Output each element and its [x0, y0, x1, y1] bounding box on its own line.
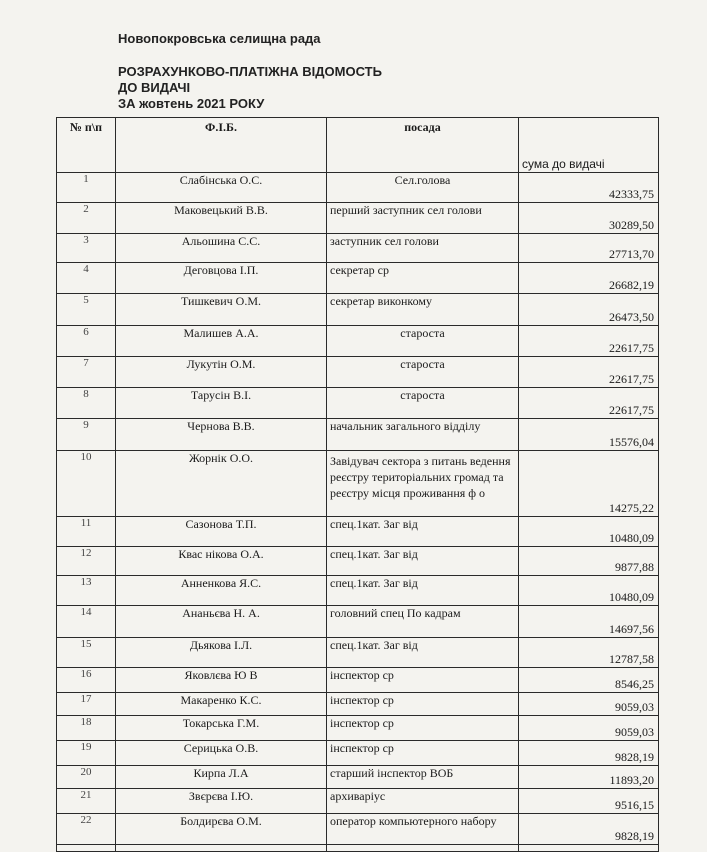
row-number: 14	[57, 606, 116, 638]
employee-name: Деговцова І.П.	[116, 263, 327, 294]
row-number: 22	[57, 814, 116, 845]
employee-name: Лукутін О.М.	[116, 357, 327, 388]
column-header-position: посада	[327, 118, 519, 173]
row-number: 1	[57, 173, 116, 203]
row-number: 15	[57, 638, 116, 668]
employee-position: староста	[327, 357, 519, 388]
amount-to-pay: 22617,75	[519, 388, 659, 419]
empty-cell	[327, 845, 519, 852]
document-title: РОЗРАХУНКОВО-ПЛАТІЖНА ВІДОМОСТЬ	[118, 64, 382, 79]
row-number: 10	[57, 451, 116, 517]
amount-to-pay: 9828,19	[519, 814, 659, 845]
table-row	[57, 326, 659, 357]
table-row	[57, 388, 659, 419]
amount-to-pay: 10480,09	[519, 576, 659, 606]
amount-to-pay: 10480,09	[519, 517, 659, 547]
table-row	[57, 716, 659, 741]
employee-position: секретар ср	[327, 263, 519, 294]
employee-position: заступник сел голови	[327, 234, 519, 263]
row-number: 11	[57, 517, 116, 547]
amount-to-pay: 26473,50	[519, 294, 659, 326]
organization-name: Новопокровська селищна рада	[118, 31, 321, 46]
employee-name: Тарусін В.І.	[116, 388, 327, 419]
empty-cell	[116, 845, 327, 852]
employee-name: Альошина С.С.	[116, 234, 327, 263]
amount-to-pay: 22617,75	[519, 326, 659, 357]
employee-position: староста	[327, 388, 519, 419]
empty-cell	[57, 845, 116, 852]
row-number: 9	[57, 419, 116, 451]
row-number: 20	[57, 766, 116, 789]
employee-name: Токарська Г.М.	[116, 716, 327, 741]
employee-name: Яковлєва Ю В	[116, 668, 327, 693]
table-row	[57, 451, 659, 517]
row-number: 4	[57, 263, 116, 294]
table-header-row	[57, 118, 659, 173]
employee-position: архиваріус	[327, 789, 519, 814]
employee-position: інспектор ср	[327, 668, 519, 693]
employee-name: Квас нікова О.А.	[116, 547, 327, 576]
row-number: 18	[57, 716, 116, 741]
employee-position: інспектор ср	[327, 741, 519, 766]
employee-name: Слабінська О.С.	[116, 173, 327, 203]
employee-position: перший заступник сел голови	[327, 203, 519, 234]
table-row	[57, 547, 659, 576]
amount-to-pay: 9059,03	[519, 716, 659, 741]
table-row	[57, 357, 659, 388]
employee-position: спец.1кат. Заг від	[327, 517, 519, 547]
table-row	[57, 234, 659, 263]
table-row	[57, 517, 659, 547]
row-number: 3	[57, 234, 116, 263]
employee-position: інспектор ср	[327, 716, 519, 741]
employee-name: Маковецький В.В.	[116, 203, 327, 234]
payroll-table	[56, 117, 659, 852]
amount-to-pay: 9877,88	[519, 547, 659, 576]
table-row	[57, 203, 659, 234]
employee-position: спец.1кат. Заг від	[327, 547, 519, 576]
employee-position: староста	[327, 326, 519, 357]
amount-to-pay: 9516,15	[519, 789, 659, 814]
table-row	[57, 606, 659, 638]
employee-position: секретар виконкому	[327, 294, 519, 326]
employee-position: Завідувач сектора з питань ведення реєстру територіальних громад та реєстру місця проживання ф о	[327, 451, 519, 517]
row-number: 17	[57, 693, 116, 716]
employee-position: оператор компьютерного набору	[327, 814, 519, 845]
amount-to-pay: 26682,19	[519, 263, 659, 294]
table-row	[57, 766, 659, 789]
column-header-sum: сума до видачі	[519, 118, 659, 173]
employee-name: Ананьєва Н. А.	[116, 606, 327, 638]
amount-to-pay: 9828,19	[519, 741, 659, 766]
amount-to-pay: 14275,22	[519, 451, 659, 517]
amount-to-pay: 12787,58	[519, 638, 659, 668]
column-header-name: Ф.І.Б.	[116, 118, 327, 173]
row-number: 12	[57, 547, 116, 576]
employee-position: начальник загального відділу	[327, 419, 519, 451]
table-row	[57, 263, 659, 294]
employee-name: Чернова В.В.	[116, 419, 327, 451]
table-row	[57, 741, 659, 766]
row-number: 19	[57, 741, 116, 766]
employee-position: головний спец По кадрам	[327, 606, 519, 638]
employee-name: Малишев А.А.	[116, 326, 327, 357]
empty-cell	[519, 845, 659, 852]
table-row	[57, 814, 659, 845]
table-row	[57, 668, 659, 693]
table-row-cut-off	[57, 845, 659, 852]
employee-name: Сазонова Т.П.	[116, 517, 327, 547]
employee-name: Звєрєва І.Ю.	[116, 789, 327, 814]
row-number: 6	[57, 326, 116, 357]
employee-name: Болдирєва О.М.	[116, 814, 327, 845]
row-number: 16	[57, 668, 116, 693]
employee-name: Кирпа Л.А	[116, 766, 327, 789]
employee-position: спец.1кат. Заг від	[327, 638, 519, 668]
amount-to-pay: 30289,50	[519, 203, 659, 234]
document-subtitle: ДО ВИДАЧІ	[118, 80, 191, 95]
row-number: 21	[57, 789, 116, 814]
amount-to-pay: 9059,03	[519, 693, 659, 716]
employee-position: інспектор ср	[327, 693, 519, 716]
table-row	[57, 576, 659, 606]
amount-to-pay: 15576,04	[519, 419, 659, 451]
row-number: 2	[57, 203, 116, 234]
amount-to-pay: 14697,56	[519, 606, 659, 638]
employee-name: Жорнік О.О.	[116, 451, 327, 517]
amount-to-pay: 22617,75	[519, 357, 659, 388]
row-number: 8	[57, 388, 116, 419]
employee-name: Дьякова І.Л.	[116, 638, 327, 668]
employee-position: спец.1кат. Заг від	[327, 576, 519, 606]
employee-name: Макаренко К.С.	[116, 693, 327, 716]
table-row	[57, 789, 659, 814]
table-row	[57, 693, 659, 716]
employee-name: Тишкевич О.М.	[116, 294, 327, 326]
table-row	[57, 638, 659, 668]
employee-position: старший інспектор ВОБ	[327, 766, 519, 789]
table-row	[57, 173, 659, 203]
employee-name: Анненкова Я.С.	[116, 576, 327, 606]
amount-to-pay: 42333,75	[519, 173, 659, 203]
employee-name: Серицька О.В.	[116, 741, 327, 766]
amount-to-pay: 11893,20	[519, 766, 659, 789]
row-number: 7	[57, 357, 116, 388]
table-row	[57, 419, 659, 451]
employee-position: Сел.голова	[327, 173, 519, 203]
amount-to-pay: 8546,25	[519, 668, 659, 693]
amount-to-pay: 27713,70	[519, 234, 659, 263]
document-period: ЗА жовтень 2021 РОКУ	[118, 96, 265, 111]
column-header-num: № п\п	[57, 118, 116, 173]
table-row	[57, 294, 659, 326]
row-number: 13	[57, 576, 116, 606]
row-number: 5	[57, 294, 116, 326]
